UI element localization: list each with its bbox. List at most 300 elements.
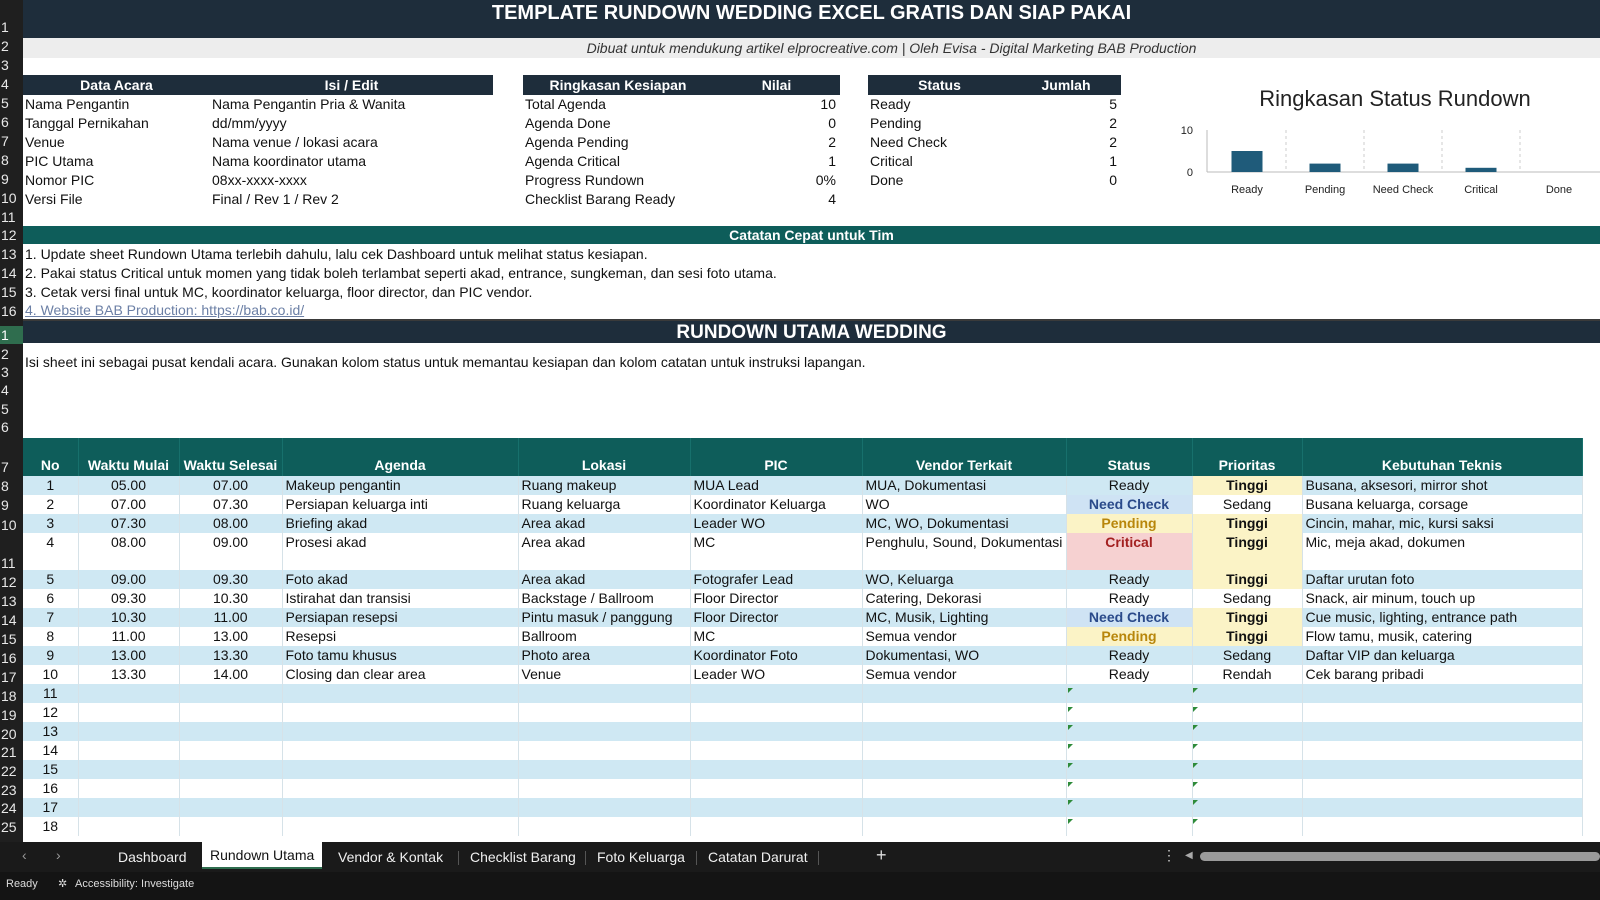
data_acara-label[interactable]: Nama Pengantin (25, 96, 130, 112)
rundown-cell[interactable] (78, 798, 179, 817)
row-number[interactable]: 14 (1, 265, 17, 281)
rundown-cell[interactable]: 07.00 (179, 476, 282, 495)
rundown-cell[interactable] (518, 684, 690, 703)
catatan-item: 2. Pakai status Critical untuk momen yang tidak boleh terlambat seperti akad, entrance, sungkeman, dan sesi foto utama. (25, 265, 777, 281)
rundown-cell[interactable]: 11.00 (78, 627, 179, 646)
rundown-cell[interactable]: Ruang makeup (518, 476, 690, 495)
table-row[interactable] (23, 476, 1582, 495)
rundown-cell[interactable] (518, 779, 690, 798)
rundown-cell[interactable]: Ready (1066, 476, 1192, 495)
rundown-cell[interactable] (179, 741, 282, 760)
rundown-cell[interactable]: Photo area (518, 646, 690, 665)
rundown-cell[interactable]: 05.00 (78, 476, 179, 495)
status_table-label[interactable]: Ready (870, 96, 911, 112)
rundown-cell[interactable]: Fotografer Lead (690, 570, 862, 589)
rundown-cell[interactable]: Semua vendor (862, 627, 1066, 646)
rundown-cell[interactable] (1302, 741, 1582, 760)
rundown-cell[interactable]: 5 (23, 570, 78, 589)
rundown-cell[interactable] (690, 684, 862, 703)
rundown-cell[interactable]: Busana, aksesori, mirror shot (1302, 476, 1582, 495)
rundown-cell[interactable] (179, 722, 282, 741)
tab-dashboard[interactable]: Dashboard (118, 849, 187, 865)
row-number[interactable]: 15 (1, 631, 17, 647)
rundown-cell[interactable]: Dokumentasi, WO (862, 646, 1066, 665)
row-number[interactable]: 2 (1, 346, 9, 362)
website-link[interactable]: 4. Website BAB Production: https://bab.co.id/ (25, 302, 305, 318)
data_acara-label[interactable]: Tanggal Pernikahan (25, 115, 149, 131)
rundown-cell[interactable] (1192, 722, 1302, 741)
rundown-cell[interactable]: Tinggi (1192, 627, 1302, 646)
rundown-cell[interactable] (282, 722, 518, 741)
rundown-cell[interactable] (1302, 722, 1582, 741)
rundown-cell[interactable] (1066, 741, 1192, 760)
rundown-cell[interactable]: Resepsi (282, 627, 518, 646)
rundown-cell[interactable]: Mic, meja akad, dokumen (1302, 533, 1582, 570)
ringkasan-label[interactable]: Agenda Critical (525, 153, 620, 169)
rundown-cell[interactable] (1066, 798, 1192, 817)
rundown-cell[interactable]: Cincin, mahar, mic, kursi saksi (1302, 514, 1582, 533)
rundown-cell[interactable]: 10.30 (179, 589, 282, 608)
rundown-cell[interactable]: 18 (23, 817, 78, 836)
rundown-cell[interactable] (179, 798, 282, 817)
row-number[interactable]: 3 (1, 57, 9, 73)
row-number[interactable]: 6 (1, 419, 9, 435)
data_acara-value[interactable]: Nama venue / lokasi acara (212, 134, 378, 150)
rundown-cell[interactable]: 11.00 (179, 608, 282, 627)
rundown-cell[interactable] (1192, 779, 1302, 798)
accessibility-icon[interactable]: ✲ (58, 878, 68, 890)
ringkasan-value[interactable]: 0 (828, 115, 836, 131)
rundown-cell[interactable]: 13.00 (78, 646, 179, 665)
table-row[interactable] (23, 495, 1582, 514)
rundown-cell[interactable] (1066, 684, 1192, 703)
rundown-cell[interactable] (1302, 798, 1582, 817)
rundown-cell[interactable]: Ready (1066, 589, 1192, 608)
rundown-cell[interactable] (78, 741, 179, 760)
rundown-cell[interactable] (179, 817, 282, 836)
table-row[interactable] (23, 608, 1582, 627)
add-sheet-icon[interactable]: + (876, 845, 887, 865)
rundown-cell[interactable]: Leader WO (690, 665, 862, 684)
rundown-cell[interactable]: Semua vendor (862, 665, 1066, 684)
rundown-cell[interactable] (862, 779, 1066, 798)
rundown-cell[interactable]: Makeup pengantin (282, 476, 518, 495)
rundown-cell[interactable]: Need Check (1066, 608, 1192, 627)
rundown-cell[interactable]: Persiapan keluarga inti (282, 495, 518, 514)
rundown-cell[interactable] (862, 722, 1066, 741)
next-sheet-icon[interactable]: › (56, 847, 61, 863)
rundown-cell[interactable]: Tinggi (1192, 570, 1302, 589)
rundown-cell[interactable]: Backstage / Ballroom (518, 589, 690, 608)
rundown-cell[interactable]: 17 (23, 798, 78, 817)
rundown-cell[interactable] (862, 817, 1066, 836)
rundown-cell[interactable]: Prosesi akad (282, 533, 518, 570)
rundown-cell[interactable]: Briefing akad (282, 514, 518, 533)
row-number[interactable]: 1 (0, 326, 23, 344)
rundown-cell[interactable]: Floor Director (690, 589, 862, 608)
horizontal-scrollbar[interactable] (1200, 852, 1600, 861)
tab-foto-keluarga[interactable]: Foto Keluarga (597, 849, 685, 865)
rundown-cell[interactable]: 10 (23, 665, 78, 684)
status_table-label[interactable]: Pending (870, 115, 922, 131)
row-number[interactable]: 12 (1, 227, 17, 243)
rundown-cell[interactable]: Area akad (518, 514, 690, 533)
rundown-cell[interactable]: Need Check (1066, 495, 1192, 514)
rundown-cell[interactable]: MC (690, 533, 862, 570)
rundown-cell[interactable] (690, 779, 862, 798)
tab-rundown-utama[interactable]: Rundown Utama (202, 842, 322, 869)
rundown-cell[interactable]: 13.30 (179, 646, 282, 665)
rundown-cell[interactable]: Koordinator Foto (690, 646, 862, 665)
rundown-cell[interactable] (179, 703, 282, 722)
rundown-cell[interactable]: Pending (1066, 627, 1192, 646)
status_table-value[interactable]: 2 (1109, 134, 1117, 150)
rundown-cell[interactable]: MUA Lead (690, 476, 862, 495)
data_acara-value[interactable]: 08xx-xxxx-xxxx (212, 172, 307, 188)
ringkasan-label[interactable]: Agenda Done (525, 115, 611, 131)
scroll-left-icon[interactable]: ◀ (1185, 850, 1193, 861)
table-row[interactable] (23, 570, 1582, 589)
rundown-cell[interactable] (1066, 779, 1192, 798)
status_table-value[interactable]: 5 (1109, 96, 1117, 112)
rundown-cell[interactable]: Sedang (1192, 589, 1302, 608)
row-number[interactable]: 8 (1, 152, 9, 168)
table-row[interactable] (23, 533, 1582, 570)
row-number[interactable]: 9 (1, 497, 9, 513)
data_acara-value[interactable]: dd/mm/yyyy (212, 115, 287, 131)
rundown-cell[interactable]: Flow tamu, musik, catering (1302, 627, 1582, 646)
rundown-cell[interactable]: Ruang keluarga (518, 495, 690, 514)
table-row[interactable] (23, 722, 1582, 741)
rundown-cell[interactable] (690, 741, 862, 760)
status-chart[interactable] (1175, 75, 1600, 208)
rundown-cell[interactable]: 11 (23, 684, 78, 703)
rundown-cell[interactable]: 6 (23, 589, 78, 608)
rundown-cell[interactable]: Istirahat dan transisi (282, 589, 518, 608)
rundown-cell[interactable]: Pintu masuk / panggung (518, 608, 690, 627)
table-row[interactable] (23, 646, 1582, 665)
rundown-cell[interactable]: WO, Keluarga (862, 570, 1066, 589)
rundown-cell[interactable]: 09.00 (78, 570, 179, 589)
rundown-cell[interactable]: WO (862, 495, 1066, 514)
rundown-cell[interactable]: 3 (23, 514, 78, 533)
rundown-cell[interactable] (518, 760, 690, 779)
row-number[interactable]: 4 (1, 76, 9, 92)
table-row[interactable] (23, 703, 1582, 722)
rundown-cell[interactable] (282, 779, 518, 798)
rundown-cell[interactable]: 10.30 (78, 608, 179, 627)
ringkasan-label[interactable]: Checklist Barang Ready (525, 191, 676, 207)
row-number[interactable]: 4 (1, 382, 9, 398)
row-number[interactable]: 18 (1, 688, 17, 704)
rundown-cell[interactable]: Tinggi (1192, 476, 1302, 495)
table-row[interactable] (23, 741, 1582, 760)
data_acara-label[interactable]: Nomor PIC (25, 172, 95, 188)
row-number[interactable]: 17 (1, 669, 17, 685)
table-row[interactable] (23, 760, 1582, 779)
data_acara-label[interactable]: Venue (25, 134, 65, 150)
tab-catatan-darurat[interactable]: Catatan Darurat (708, 849, 808, 865)
row-number[interactable]: 16 (1, 303, 17, 319)
row-number[interactable]: 7 (1, 133, 9, 149)
table-row[interactable] (23, 589, 1582, 608)
rundown-cell[interactable] (690, 703, 862, 722)
rundown-cell[interactable] (1192, 684, 1302, 703)
row-number[interactable]: 19 (1, 707, 17, 723)
rundown-cell[interactable]: Area akad (518, 570, 690, 589)
ringkasan-value[interactable]: 1 (828, 153, 836, 169)
rundown-cell[interactable] (690, 722, 862, 741)
row-number[interactable]: 20 (1, 726, 17, 742)
status_table-value[interactable]: 1 (1109, 153, 1117, 169)
rundown-cell[interactable]: 07.30 (179, 495, 282, 514)
rundown-cell[interactable]: 09.30 (78, 589, 179, 608)
rundown-cell[interactable] (78, 722, 179, 741)
ringkasan-value[interactable]: 0% (815, 172, 836, 188)
rundown-col-header[interactable]: Waktu Mulai (78, 438, 179, 476)
table-row[interactable] (23, 665, 1582, 684)
rundown-cell[interactable]: 13 (23, 722, 78, 741)
status_table-value[interactable]: 0 (1109, 172, 1117, 188)
accessibility-status[interactable]: Accessibility: Investigate (75, 878, 195, 890)
rundown-cell[interactable] (1192, 817, 1302, 836)
rundown-cell[interactable]: Floor Director (690, 608, 862, 627)
rundown-cell[interactable]: Pending (1066, 514, 1192, 533)
table-row[interactable] (23, 514, 1582, 533)
rundown-cell[interactable] (282, 817, 518, 836)
rundown-cell[interactable]: 7 (23, 608, 78, 627)
rundown-cell[interactable] (518, 703, 690, 722)
data_acara-value[interactable]: Final / Rev 1 / Rev 2 (212, 191, 339, 207)
table-row[interactable] (23, 627, 1582, 646)
rundown-cell[interactable]: Ready (1066, 646, 1192, 665)
rundown-cell[interactable] (862, 703, 1066, 722)
rundown-cell[interactable] (1192, 798, 1302, 817)
rundown-cell[interactable] (78, 684, 179, 703)
rundown-cell[interactable] (1066, 760, 1192, 779)
rundown-cell[interactable]: Leader WO (690, 514, 862, 533)
rundown-cell[interactable]: Rendah (1192, 665, 1302, 684)
rundown-cell[interactable] (282, 684, 518, 703)
status_table-label[interactable]: Need Check (870, 134, 948, 150)
row-number[interactable]: 9 (1, 171, 9, 187)
row-number[interactable]: 11 (1, 555, 16, 571)
rundown-cell[interactable] (690, 798, 862, 817)
rundown-cell[interactable] (282, 703, 518, 722)
rundown-cell[interactable]: 1 (23, 476, 78, 495)
rundown-cell[interactable] (1192, 703, 1302, 722)
rundown-cell[interactable] (1066, 703, 1192, 722)
rundown-cell[interactable]: 15 (23, 760, 78, 779)
rundown-cell[interactable] (282, 741, 518, 760)
row-number[interactable]: 7 (1, 459, 9, 475)
rundown-cell[interactable]: MC, Musik, Lighting (862, 608, 1066, 627)
row-number[interactable]: 5 (1, 401, 9, 417)
rundown-cell[interactable] (1066, 817, 1192, 836)
rundown-cell[interactable] (1302, 817, 1582, 836)
row-number[interactable]: 22 (1, 763, 17, 779)
rundown-cell[interactable]: Daftar VIP dan keluarga (1302, 646, 1582, 665)
row-number[interactable]: 11 (1, 209, 16, 225)
rundown-cell[interactable]: MUA, Dokumentasi (862, 476, 1066, 495)
row-number[interactable]: 25 (1, 819, 17, 835)
status_table-label[interactable]: Critical (870, 153, 913, 169)
rundown-cell[interactable] (179, 684, 282, 703)
rundown-cell[interactable]: 12 (23, 703, 78, 722)
rundown-cell[interactable] (518, 741, 690, 760)
ringkasan-label[interactable]: Progress Rundown (525, 172, 645, 188)
rundown-cell[interactable] (1192, 760, 1302, 779)
rundown-cell[interactable]: 4 (23, 533, 78, 570)
rundown-cell[interactable]: 9 (23, 646, 78, 665)
tab-checklist-barang[interactable]: Checklist Barang (470, 849, 576, 865)
rundown-col-header[interactable]: No (23, 438, 78, 476)
tab-vendor-kontak[interactable]: Vendor & Kontak (338, 849, 444, 865)
status_table-label[interactable]: Done (870, 172, 904, 188)
data_acara-label[interactable]: Versi File (25, 191, 83, 207)
rundown-cell[interactable]: Venue (518, 665, 690, 684)
rundown-cell[interactable] (862, 741, 1066, 760)
rundown-cell[interactable]: 16 (23, 779, 78, 798)
rundown-cell[interactable]: 07.30 (78, 514, 179, 533)
row-number[interactable]: 24 (1, 800, 17, 816)
data_acara-value[interactable]: Nama koordinator utama (212, 153, 367, 169)
table-row[interactable] (23, 684, 1582, 703)
row-number[interactable]: 2 (1, 38, 9, 54)
rundown-cell[interactable] (1302, 703, 1582, 722)
rundown-cell[interactable]: Snack, air minum, touch up (1302, 589, 1582, 608)
more-options-icon[interactable]: ⋮ (1162, 847, 1176, 863)
rundown-cell[interactable]: Ready (1066, 570, 1192, 589)
rundown-col-header[interactable]: PIC (690, 438, 862, 476)
ringkasan-value[interactable]: 2 (828, 134, 836, 150)
ringkasan-label[interactable]: Agenda Pending (525, 134, 629, 150)
row-number[interactable]: 10 (1, 517, 17, 533)
data_acara-value[interactable]: Nama Pengantin Pria & Wanita (212, 96, 406, 112)
ringkasan-value[interactable]: 4 (828, 191, 836, 207)
prev-sheet-icon[interactable]: ‹ (22, 847, 27, 863)
rundown-cell[interactable]: 14 (23, 741, 78, 760)
rundown-cell[interactable] (862, 798, 1066, 817)
ringkasan-label[interactable]: Total Agenda (525, 96, 606, 112)
rundown-cell[interactable]: Critical (1066, 533, 1192, 570)
row-number[interactable]: 13 (1, 593, 17, 609)
row-number[interactable]: 3 (1, 364, 9, 380)
row-number[interactable]: 5 (1, 95, 9, 111)
rundown-col-header[interactable]: Lokasi (518, 438, 690, 476)
table-row[interactable] (23, 779, 1582, 798)
rundown-col-header[interactable]: Agenda (282, 438, 518, 476)
row-number[interactable]: 15 (1, 284, 17, 300)
rundown-col-header[interactable]: Vendor Terkait (862, 438, 1066, 476)
table-row[interactable] (23, 798, 1582, 817)
rundown-cell[interactable]: Sedang (1192, 495, 1302, 514)
rundown-cell[interactable]: Busana keluarga, corsage (1302, 495, 1582, 514)
row-number[interactable]: 10 (1, 190, 17, 206)
rundown-cell[interactable] (1066, 722, 1192, 741)
rundown-cell[interactable]: Closing dan clear area (282, 665, 518, 684)
rundown-col-header[interactable]: Status (1066, 438, 1192, 476)
rundown-cell[interactable]: 14.00 (179, 665, 282, 684)
rundown-cell[interactable]: Tinggi (1192, 514, 1302, 533)
rundown-cell[interactable] (282, 760, 518, 779)
rundown-cell[interactable]: 07.00 (78, 495, 179, 514)
rundown-cell[interactable]: Penghulu, Sound, Dokumentasi (862, 533, 1066, 570)
rundown-cell[interactable]: Foto akad (282, 570, 518, 589)
rundown-cell[interactable] (1302, 779, 1582, 798)
rundown-cell[interactable]: 13.00 (179, 627, 282, 646)
rundown-cell[interactable]: Persiapan resepsi (282, 608, 518, 627)
row-number[interactable]: 13 (1, 246, 17, 262)
row-number[interactable]: 21 (1, 744, 17, 760)
rundown-cell[interactable] (862, 760, 1066, 779)
rundown-cell[interactable] (518, 817, 690, 836)
rundown-cell[interactable] (78, 703, 179, 722)
rundown-cell[interactable]: Cue music, lighting, entrance path (1302, 608, 1582, 627)
rundown-cell[interactable] (862, 684, 1066, 703)
row-number[interactable]: 1 (1, 19, 9, 35)
status_table-value[interactable]: 2 (1109, 115, 1117, 131)
rundown-cell[interactable]: Foto tamu khusus (282, 646, 518, 665)
rundown-cell[interactable] (179, 779, 282, 798)
rundown-cell[interactable]: Area akad (518, 533, 690, 570)
rundown-col-header[interactable]: Waktu Selesai (179, 438, 282, 476)
data_acara-label[interactable]: PIC Utama (25, 153, 94, 169)
rundown-cell[interactable]: Ready (1066, 665, 1192, 684)
rundown-cell[interactable]: Koordinator Keluarga (690, 495, 862, 514)
rundown-cell[interactable] (1192, 741, 1302, 760)
rundown-cell[interactable]: Sedang (1192, 646, 1302, 665)
rundown-cell[interactable] (78, 817, 179, 836)
row-number[interactable]: 12 (1, 574, 17, 590)
rundown-cell[interactable] (179, 760, 282, 779)
rundown-cell[interactable]: Tinggi (1192, 533, 1302, 570)
rundown-cell[interactable] (690, 817, 862, 836)
rundown-cell[interactable] (1302, 760, 1582, 779)
rundown-col-header[interactable]: Prioritas (1192, 438, 1302, 476)
rundown-cell[interactable] (1302, 684, 1582, 703)
ringkasan-value[interactable]: 10 (820, 96, 836, 112)
rundown-cell[interactable]: Tinggi (1192, 608, 1302, 627)
rundown-cell[interactable]: 8 (23, 627, 78, 646)
rundown-cell[interactable] (282, 798, 518, 817)
rundown-cell[interactable]: 08.00 (179, 514, 282, 533)
rundown-cell[interactable]: Cek barang pribadi (1302, 665, 1582, 684)
rundown-cell[interactable] (518, 798, 690, 817)
rundown-col-header[interactable]: Kebutuhan Teknis (1302, 438, 1582, 476)
row-number[interactable]: 16 (1, 650, 17, 666)
rundown-cell[interactable] (690, 760, 862, 779)
rundown-cell[interactable] (78, 779, 179, 798)
rundown-cell[interactable]: 2 (23, 495, 78, 514)
table-row[interactable] (23, 817, 1582, 836)
rundown-cell[interactable]: Ballroom (518, 627, 690, 646)
row-number[interactable]: 8 (1, 478, 9, 494)
row-number[interactable]: 23 (1, 782, 17, 798)
rundown-cell[interactable]: 08.00 (78, 533, 179, 570)
rundown-cell[interactable]: MC (690, 627, 862, 646)
rundown-cell[interactable]: MC, WO, Dokumentasi (862, 514, 1066, 533)
rundown-cell[interactable] (518, 722, 690, 741)
rundown-cell[interactable]: 09.30 (179, 570, 282, 589)
row-number[interactable]: 14 (1, 612, 17, 628)
rundown-cell[interactable]: 13.30 (78, 665, 179, 684)
rundown-cell[interactable]: Catering, Dekorasi (862, 589, 1066, 608)
rundown-cell[interactable]: Daftar urutan foto (1302, 570, 1582, 589)
rundown-cell[interactable]: 09.00 (179, 533, 282, 570)
row-number[interactable]: 6 (1, 114, 9, 130)
rundown-cell[interactable] (78, 760, 179, 779)
